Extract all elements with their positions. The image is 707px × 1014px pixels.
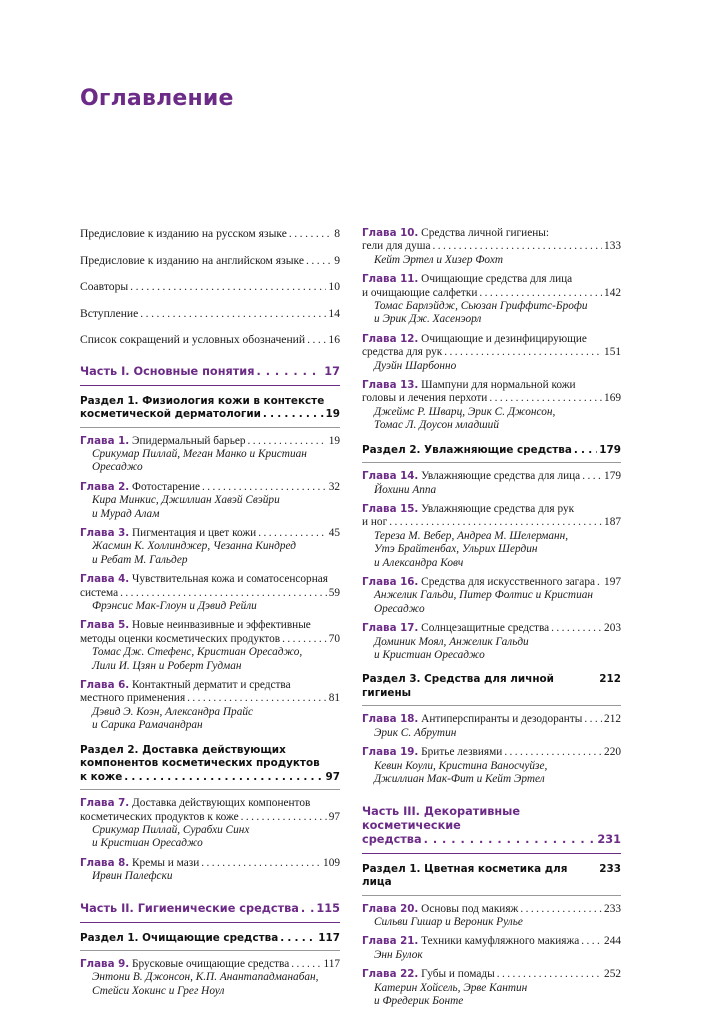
- leader-dots: [241, 811, 327, 824]
- chapter-authors: Срикумар Пиллай, Сурабхи Синх: [92, 823, 250, 836]
- toc-section-2-3[interactable]: [362, 673, 621, 706]
- chapter-title: Доставка действующих компонентов: [132, 797, 311, 810]
- leader-dots: [584, 713, 602, 726]
- page-number: 97: [328, 810, 340, 823]
- page-number: 142: [604, 286, 621, 299]
- toc-section-2-1[interactable]: [80, 932, 340, 952]
- chapter-label: Глава 13.: [362, 379, 419, 392]
- chapter-label: Глава 9.: [80, 958, 130, 971]
- chapter-label: Глава 16.: [362, 576, 419, 589]
- chapter-title: Увлажняющие средства для рук: [421, 503, 575, 515]
- section-title-line: к коже: [80, 770, 123, 783]
- chapter-authors: Джиллиан Мак-Фит и Кейт Эртел: [374, 773, 545, 786]
- leader-dots: [140, 307, 326, 321]
- toc-chapter-10[interactable]: [362, 227, 621, 267]
- chapter-title: косметических продуктов к коже: [80, 810, 239, 823]
- chapter-title: Контактный дерматит и средства: [132, 679, 291, 691]
- leader-dots: [256, 365, 322, 379]
- page-number: 197: [604, 576, 621, 589]
- chapter-authors: Оресаджо: [92, 461, 143, 474]
- toc-chapter-13[interactable]: [362, 379, 621, 433]
- chapter-title: Антиперспиранты и дезодоранты: [421, 713, 583, 726]
- toc-chapter-3[interactable]: [80, 527, 340, 567]
- section-title-line: Раздел 2. Увлажняющие средства: [362, 443, 572, 456]
- chapter-authors: Дуэйн Шарбонно: [374, 359, 457, 372]
- page-number: 14: [328, 306, 340, 320]
- page-number: 203: [604, 622, 621, 635]
- page-number: 244: [604, 935, 621, 948]
- leader-dots: [201, 857, 321, 870]
- section-title-line: Раздел 3. Средства для личной гигиены: [362, 673, 554, 699]
- leader-dots: [479, 287, 602, 300]
- chapter-authors: Эрик С. Абрутин: [374, 726, 457, 739]
- toc-chapter-1[interactable]: [80, 435, 340, 475]
- page-number: 233: [604, 902, 621, 915]
- chapter-authors: Энтони В. Джонсон, К.П. Анантападманабан,: [92, 971, 319, 984]
- chapter-title: Эпидермальный барьер: [132, 434, 246, 447]
- toc-chapter-17[interactable]: [362, 622, 621, 662]
- toc-chapter-6[interactable]: [80, 679, 340, 733]
- page-number: 179: [604, 470, 621, 483]
- section-title-line: косметической дерматологии: [80, 408, 261, 420]
- chapter-title: Основы под макияж: [421, 902, 519, 915]
- leader-dots: [120, 587, 327, 600]
- leader-dots: [551, 622, 602, 635]
- toc-chapter-11[interactable]: [362, 273, 621, 327]
- page-number: 32: [328, 480, 340, 493]
- page-number: 187: [604, 516, 621, 529]
- toc-chapter-12[interactable]: [362, 333, 621, 373]
- chapter-title: гели для душа: [362, 240, 431, 253]
- chapter-authors: Жасмин К. Холлинджер, Чезанна Киндред: [92, 540, 296, 553]
- chapter-title: Губы и помады: [421, 968, 495, 981]
- page-number: 8: [334, 227, 340, 240]
- entry-title: Предисловие к изданию на английском языке: [80, 253, 304, 267]
- chapter-authors: Фрэнсис Мак-Глоун и Дэвид Рейли: [92, 599, 257, 612]
- part-title-line: средства: [362, 832, 422, 846]
- chapter-authors: Сильви Гишар и Вероник Рулье: [374, 915, 523, 928]
- toc-chapter-9[interactable]: [80, 958, 340, 998]
- chapter-authors: и Кристиан Оресаджо: [374, 649, 485, 662]
- leader-dots: [289, 227, 332, 241]
- chapter-label: Глава 2.: [80, 480, 130, 493]
- toc-chapter-18[interactable]: [362, 713, 621, 740]
- chapter-authors: и Кристиан Оресаджо: [92, 837, 203, 850]
- chapter-authors: Лили И. Цзян и Роберт Гудман: [92, 659, 242, 672]
- toc-section-1-2[interactable]: [80, 744, 340, 791]
- chapter-title: Очищающие средства для лица: [421, 273, 573, 286]
- page-number: 133: [604, 240, 621, 253]
- toc-chapter-14[interactable]: [362, 470, 621, 497]
- leader-dots: [520, 903, 602, 916]
- page-number: 17: [324, 364, 340, 378]
- chapter-label: Глава 12.: [362, 332, 419, 345]
- page-number: 70: [328, 632, 340, 645]
- toc-chapter-19[interactable]: [362, 746, 621, 786]
- chapter-authors: Анжелик Гальди, Питер Фолтис и Кристиан: [374, 589, 593, 602]
- chapter-label: Глава 15.: [362, 503, 419, 515]
- chapter-authors: Йохини Аппа: [374, 483, 437, 496]
- chapter-title: система: [80, 586, 119, 599]
- toc-section-2-2[interactable]: [362, 444, 621, 464]
- chapter-label: Глава 4.: [80, 573, 130, 586]
- leader-dots: [497, 968, 602, 981]
- entry-title: Соавторы: [80, 280, 129, 293]
- chapter-authors: Томас Дж. Стефенс, Кристиан Оресаджо,: [92, 646, 303, 659]
- chapter-authors: и Фредерик Бонте: [374, 994, 464, 1007]
- leader-dots: [489, 392, 602, 405]
- page-number: 109: [323, 856, 340, 869]
- chapter-label: Глава 18.: [362, 713, 419, 726]
- leader-dots: [282, 633, 327, 646]
- chapter-authors: Ирвин Палефски: [92, 870, 173, 883]
- page-number: 212: [604, 713, 621, 726]
- page-title: Оглавление: [80, 86, 234, 111]
- chapter-authors: Доминик Моял, Анжелик Гальди: [374, 635, 529, 648]
- page-number: 117: [318, 931, 340, 944]
- chapter-authors: Дэвид Э. Коэн, Александра Прайс: [92, 705, 254, 718]
- page-number: 9: [334, 253, 340, 267]
- chapter-authors: Стейси Хокинс и Грег Ноул: [92, 984, 225, 997]
- toc-entry-introduction[interactable]: [80, 307, 340, 321]
- part-title: Часть II. Гигиенические средства: [80, 901, 299, 915]
- page-number: 19: [328, 434, 340, 447]
- chapter-title: Средства для искусственного загара: [421, 576, 595, 589]
- page-number: 45: [328, 526, 340, 539]
- chapter-label: Глава 19.: [362, 746, 419, 759]
- chapter-title: головы и лечения перхоти: [362, 392, 488, 405]
- chapter-authors: и Александра Ковч: [374, 556, 464, 569]
- chapter-authors: Томас Барлэйдж, Сьюзан Гриффитс-Брофи: [374, 300, 588, 313]
- page-number: 10: [328, 280, 340, 293]
- entry-title: Список сокращений и условных обозначений: [80, 333, 306, 346]
- chapter-title: Техники камуфляжного макияжа: [421, 935, 580, 948]
- part-title: Часть I. Основные понятия: [80, 364, 255, 378]
- toc-chapter-15[interactable]: [362, 503, 621, 570]
- chapter-authors: и Ребат М. Гальдер: [92, 553, 188, 566]
- chapter-title: средства для рук: [362, 346, 443, 359]
- chapter-title: Солнцезащитные средства: [421, 622, 550, 635]
- chapter-title: и ног: [362, 516, 388, 529]
- chapter-label: Глава 5.: [80, 619, 130, 632]
- chapter-title: Бритье лезвиями: [421, 746, 503, 759]
- chapter-authors: Кевин Коули, Кристина Ваносчуйзе,: [374, 759, 548, 772]
- page-number: 252: [604, 968, 621, 981]
- toc-part-1[interactable]: [80, 365, 340, 386]
- chapter-label: Глава 17.: [362, 622, 419, 635]
- chapter-label: Глава 10.: [362, 227, 419, 239]
- page-number: 231: [597, 832, 621, 846]
- toc-section-3-1[interactable]: [362, 863, 621, 896]
- leader-dots: [248, 435, 327, 448]
- entry-title: Предисловие к изданию на русском языке: [80, 227, 287, 240]
- chapter-title: Шампуни для нормальной кожи: [421, 379, 576, 392]
- chapter-label: Глава 22.: [362, 968, 419, 981]
- page-number: 115: [316, 901, 340, 915]
- toc-right-column: [362, 227, 621, 1014]
- chapter-authors: Джеймс Р. Шварц, Эрик С. Джонсон,: [374, 405, 556, 418]
- chapter-authors: и Эрик Дж. Хасенэорл: [374, 313, 482, 326]
- page-number: 59: [328, 586, 340, 599]
- page-number: 169: [604, 392, 621, 405]
- chapter-authors: Энн Булок: [374, 948, 423, 961]
- leader-dots: [307, 333, 326, 347]
- leader-dots: [504, 746, 602, 759]
- leader-dots: [130, 280, 326, 294]
- toc-entry-abbreviations[interactable]: [80, 333, 340, 347]
- page-number: 97: [325, 770, 340, 783]
- chapter-authors: Катерин Хойсель, Эрве Кантин: [374, 981, 528, 994]
- page-number: 16: [328, 333, 340, 346]
- chapter-authors: Срикумар Пиллай, Меган Манко и Кристиан: [92, 447, 307, 460]
- toc-chapter-16[interactable]: [362, 576, 621, 616]
- chapter-authors: Кира Минкис, Джиллиан Хавэй Свэйри: [92, 494, 280, 507]
- chapter-label: Глава 8.: [80, 856, 130, 869]
- chapter-title: Пигментация и цвет кожи: [132, 526, 257, 539]
- chapter-authors: Утэ Брайтенбах, Ульрих Шердин: [374, 543, 538, 556]
- toc-entry-preface-ru[interactable]: [80, 227, 340, 241]
- toc-entry-contributors[interactable]: [80, 280, 340, 294]
- toc-part-3[interactable]: [362, 805, 621, 854]
- chapter-title: Чувствительная кожа и соматосенсорная: [132, 573, 328, 586]
- page-number: 151: [604, 346, 621, 359]
- leader-dots: [301, 902, 315, 916]
- leader-dots: [306, 254, 332, 268]
- chapter-authors: Томас Л. Доусон младший: [374, 419, 499, 432]
- chapter-authors: и Сарика Рамачандран: [92, 719, 203, 732]
- leader-dots: [280, 932, 316, 946]
- chapter-label: Глава 14.: [362, 470, 419, 483]
- section-title-line: компонентов косметических продуктов: [80, 757, 320, 770]
- page-number: 233: [599, 862, 621, 875]
- toc-chapter-7[interactable]: [80, 797, 340, 851]
- leader-dots: [597, 576, 602, 589]
- leader-dots: [433, 240, 603, 253]
- chapter-title: Фотостарение: [132, 480, 201, 493]
- part-title-line: Часть III. Декоративные косметические: [362, 804, 521, 832]
- toc-chapter-2[interactable]: [80, 481, 340, 521]
- toc-entry-preface-en[interactable]: [80, 254, 340, 268]
- leader-dots: [424, 833, 596, 847]
- chapter-title: методы оценки косметических продуктов: [80, 632, 281, 645]
- chapter-title: Средства личной гигиены:: [421, 227, 550, 239]
- section-title-line: Раздел 1. Цветная косметика для лица: [362, 862, 568, 888]
- leader-dots: [202, 481, 327, 494]
- chapter-title: Очищающие и дезинфицирующие: [421, 332, 587, 345]
- entry-title: Вступление: [80, 306, 139, 320]
- chapter-label: Глава 1.: [80, 434, 130, 447]
- chapter-authors: Тереза М. Вебер, Андреа М. Шелерманн,: [374, 529, 569, 542]
- chapter-label: Глава 3.: [80, 526, 130, 539]
- toc-chapter-4[interactable]: [80, 573, 340, 613]
- toc-chapter-8[interactable]: [80, 857, 340, 884]
- chapter-title: и очищающие салфетки: [362, 286, 478, 299]
- page-number: 220: [604, 746, 621, 759]
- chapter-authors: и Мурад Алам: [92, 507, 160, 520]
- section-title-line: Раздел 1. Очищающие средства: [80, 931, 279, 944]
- toc-chapter-22[interactable]: [362, 968, 621, 1008]
- toc-chapter-5[interactable]: [80, 619, 340, 673]
- chapter-label: Глава 6.: [80, 679, 130, 691]
- chapter-label: Глава 21.: [362, 935, 419, 948]
- page-number: 117: [323, 958, 340, 971]
- chapter-authors: Оресаджо: [374, 602, 425, 615]
- leader-dots: [187, 692, 327, 705]
- chapter-label: Глава 11.: [362, 273, 419, 286]
- toc-left-column: [80, 227, 340, 1004]
- toc-chapter-21[interactable]: [362, 935, 621, 962]
- leader-dots: [291, 958, 321, 971]
- leader-dots: [124, 771, 323, 785]
- leader-dots: [263, 408, 324, 422]
- chapter-title: местного применения: [80, 692, 186, 705]
- page-number: 19: [325, 408, 340, 420]
- chapter-title: Брусковые очищающие средства: [132, 958, 290, 971]
- leader-dots: [582, 470, 602, 483]
- chapter-title: Кремы и мази: [132, 856, 200, 869]
- chapter-label: Глава 7.: [80, 797, 130, 810]
- leader-dots: [444, 346, 602, 359]
- toc-part-2[interactable]: [80, 902, 340, 923]
- page-number: 212: [599, 673, 621, 686]
- leader-dots: [581, 935, 602, 948]
- chapter-authors: Кейт Эртел и Хизер Фохт: [374, 253, 503, 266]
- leader-dots: [258, 527, 326, 540]
- page-number: 179: [599, 443, 621, 456]
- chapter-title: Увлажняющие средства для лица: [421, 470, 581, 483]
- chapter-label: Глава 20.: [362, 902, 419, 915]
- toc-chapter-20[interactable]: [362, 903, 621, 930]
- chapter-title: Новые неинвазивные и эффективные: [132, 619, 311, 632]
- section-title-line: Раздел 2. Доставка действующих: [80, 743, 286, 756]
- page-number: 81: [328, 692, 340, 705]
- section-title-line: Раздел 1. Физиология кожи в контексте: [80, 394, 325, 407]
- toc-section-1-1[interactable]: [80, 395, 340, 428]
- leader-dots: [389, 516, 602, 529]
- leader-dots: [574, 444, 597, 458]
